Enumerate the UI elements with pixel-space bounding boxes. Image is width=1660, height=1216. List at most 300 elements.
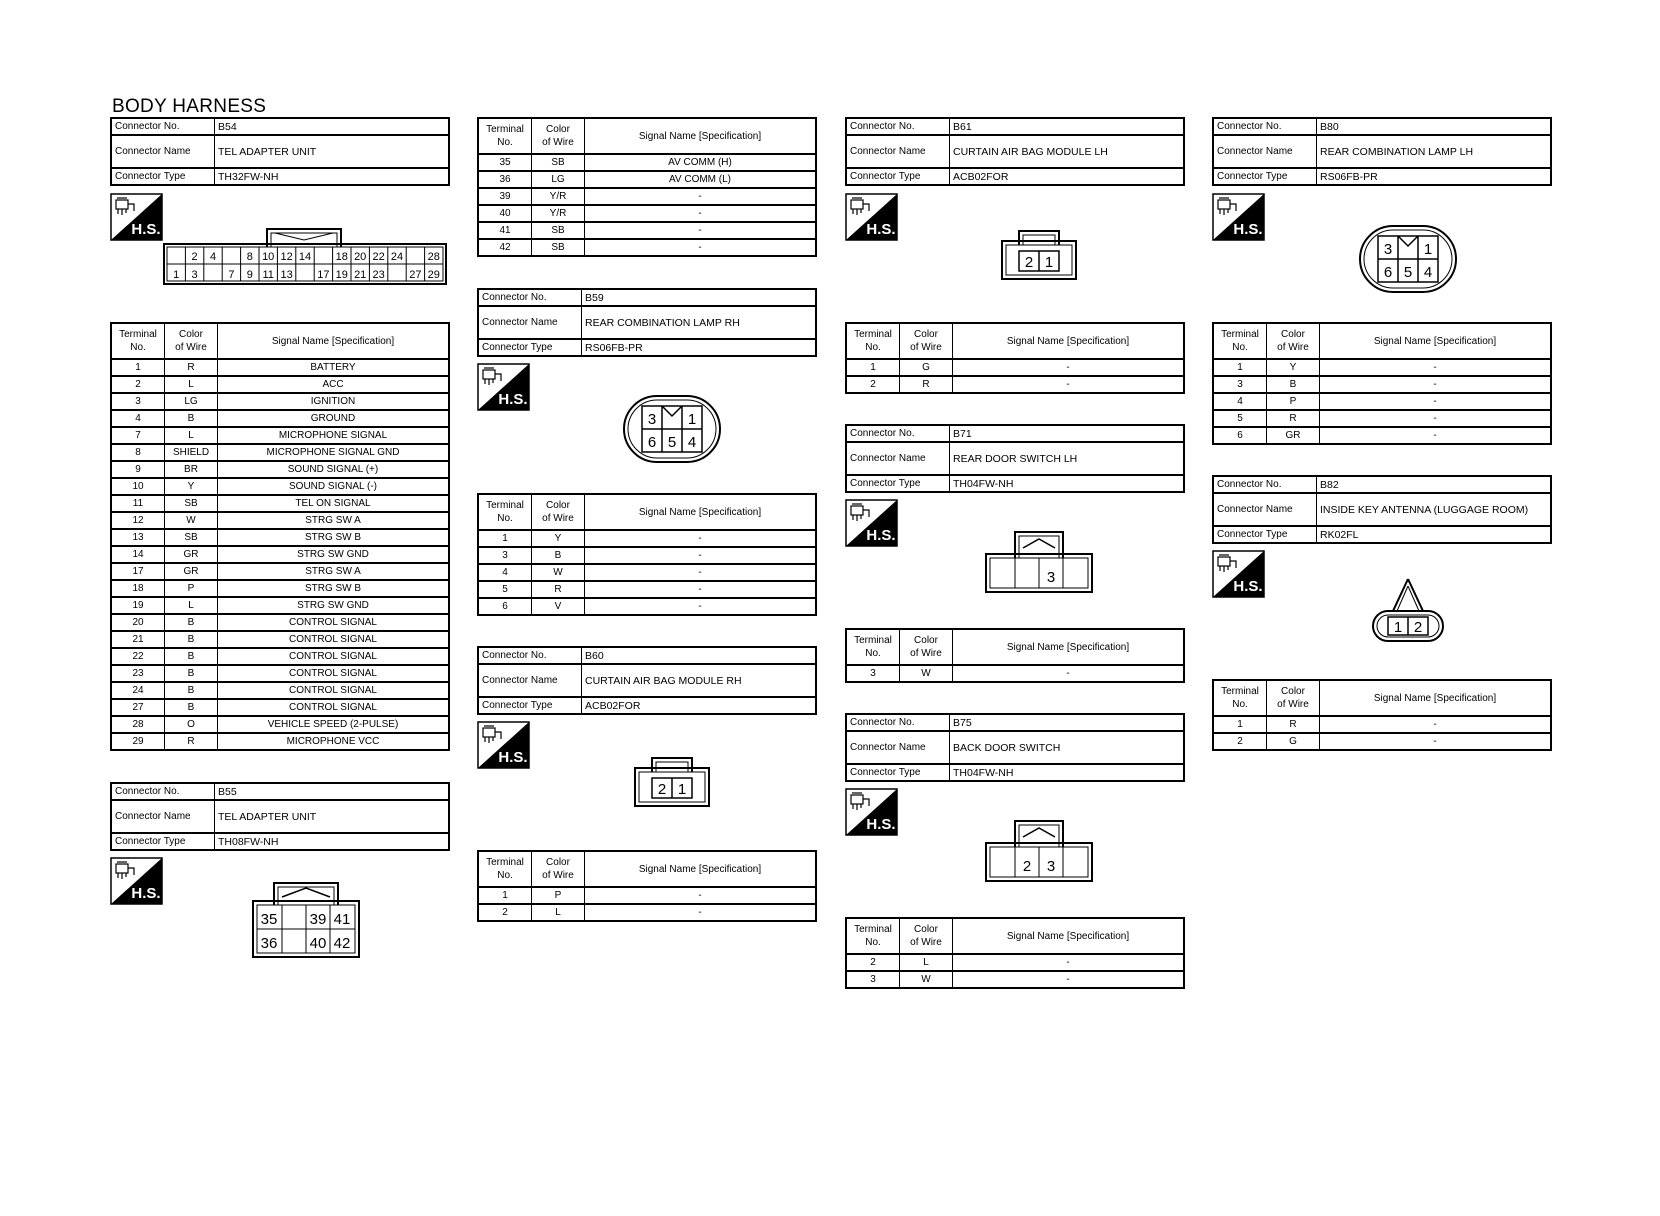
wire-color-cell: R: [1267, 410, 1320, 427]
table-row: [111, 563, 449, 580]
header-line: Color: [546, 500, 570, 511]
connector-type-row: [846, 475, 1184, 492]
terminal-no-cell: 35: [478, 154, 532, 171]
terminal-no-cell: 29: [111, 733, 165, 750]
terminal-table-header: [478, 851, 816, 887]
connector-name-label: Connector Name: [478, 664, 582, 697]
signal-name-header: Signal Name [Specification]: [953, 918, 1185, 954]
wire-color-cell: P: [532, 887, 585, 904]
color-of-wire-header: [532, 118, 585, 154]
terminal-no-cell: 41: [478, 222, 532, 239]
connector-b71-diagram: [985, 530, 1093, 594]
terminal-no-cell: 1: [846, 359, 900, 376]
signal-name-cell: CONTROL SIGNAL: [218, 665, 450, 682]
terminal-no-cell: 1: [478, 887, 532, 904]
connector-no-value: B61: [950, 118, 1185, 135]
pin-label: 10: [262, 251, 275, 263]
hs-label: H.S.: [1233, 578, 1263, 595]
hs-icon: [1212, 550, 1265, 598]
pin-label: 13: [280, 269, 293, 281]
connector-name-row: [111, 135, 449, 168]
connector-type-row: [111, 168, 449, 185]
connector-no-row: [111, 118, 449, 135]
pin-label: 19: [335, 269, 348, 281]
pin-label: 18: [335, 251, 348, 263]
connector-b82-diagram: [1371, 577, 1445, 643]
signal-name-cell: -: [585, 205, 817, 222]
connector-name-value: REAR COMBINATION LAMP RH: [582, 306, 817, 339]
signal-name-cell: STRG SW GND: [218, 546, 450, 563]
table-row: [478, 154, 816, 171]
connector-b54-terminal-table: [110, 322, 450, 751]
pin-label: 3: [1383, 241, 1393, 258]
connector-b71-terminal-table: [845, 628, 1185, 683]
terminal-no-cell: 6: [478, 598, 532, 615]
hs-label: H.S.: [131, 885, 161, 902]
terminal-no-cell: 3: [846, 971, 900, 988]
connector-no-row: [846, 714, 1184, 731]
connector-no-value: B75: [950, 714, 1185, 731]
header-line: Terminal: [486, 124, 524, 135]
connector-no-value: B60: [582, 647, 817, 664]
terminal-table: [477, 493, 817, 616]
terminal-no-header: [478, 118, 532, 154]
terminal-no-cell: 3: [478, 547, 532, 564]
connector-info-table: [110, 117, 450, 186]
table-row: [1213, 410, 1551, 427]
connector-name-value: CURTAIN AIR BAG MODULE RH: [582, 664, 817, 697]
hs-icon: [845, 788, 898, 836]
pin-label: 36: [260, 935, 278, 952]
signal-name-cell: STRG SW A: [218, 563, 450, 580]
signal-name-header: Signal Name [Specification]: [1320, 680, 1552, 716]
connector-b75-info: [845, 713, 1185, 782]
signal-name-cell: -: [953, 665, 1185, 682]
connector-name-value: REAR DOOR SWITCH LH: [950, 442, 1185, 475]
signal-name-cell: CONTROL SIGNAL: [218, 648, 450, 665]
connector-no-label: Connector No.: [846, 425, 950, 442]
terminal-no-cell: 13: [111, 529, 165, 546]
connector-no-row: [478, 647, 816, 664]
header-line: No.: [497, 870, 513, 881]
table-row: [478, 222, 816, 239]
wire-color-cell: LG: [532, 171, 585, 188]
terminal-no-cell: 12: [111, 512, 165, 529]
wire-color-cell: W: [900, 665, 953, 682]
connector-type-row: [478, 339, 816, 356]
connector-name-row: [846, 731, 1184, 764]
connector-info-table: [845, 117, 1185, 186]
signal-name-cell: MICROPHONE SIGNAL GND: [218, 444, 450, 461]
connector-info-table: [110, 782, 450, 851]
connector-info-table: [845, 424, 1185, 493]
wire-color-cell: B: [165, 699, 218, 716]
header-line: of Wire: [910, 648, 942, 659]
color-of-wire-header: [532, 494, 585, 530]
connector-no-row: [1213, 118, 1551, 135]
terminal-no-header: [111, 323, 165, 359]
signal-name-cell: -: [1320, 716, 1552, 733]
connector-no-row: [846, 425, 1184, 442]
table-row: [846, 971, 1184, 988]
connector-no-row: [846, 118, 1184, 135]
terminal-table-header: [846, 323, 1184, 359]
connector-no-row: [478, 289, 816, 306]
terminal-table: [477, 850, 817, 922]
hs-label: H.S.: [866, 816, 896, 833]
connector-b75-diagram: [985, 819, 1093, 883]
connector-no-label: Connector No.: [1213, 118, 1317, 135]
signal-name-cell: VEHICLE SPEED (2-PULSE): [218, 716, 450, 733]
connector-type-value: ACB02FOR: [950, 168, 1185, 185]
connector-b61-terminal-table: [845, 322, 1185, 394]
table-row: [111, 631, 449, 648]
header-line: of Wire: [175, 342, 207, 353]
signal-name-header: Signal Name [Specification]: [218, 323, 450, 359]
hs-label: H.S.: [498, 391, 528, 408]
wire-color-cell: W: [900, 971, 953, 988]
color-of-wire-header: [900, 629, 953, 665]
connector-b55-terminal-table: [477, 117, 817, 257]
connector-type-label: Connector Type: [846, 764, 950, 781]
connector-no-value: B55: [215, 783, 450, 800]
table-row: [478, 171, 816, 188]
connector-name-label: Connector Name: [1213, 135, 1317, 168]
header-line: Terminal: [854, 924, 892, 935]
terminal-no-cell: 1: [1213, 359, 1267, 376]
terminal-no-cell: 18: [111, 580, 165, 597]
header-line: No.: [1232, 342, 1248, 353]
terminal-no-cell: 1: [111, 359, 165, 376]
hs-icon: [477, 721, 530, 769]
header-line: Terminal: [854, 635, 892, 646]
connector-no-label: Connector No.: [111, 783, 215, 800]
signal-name-cell: -: [585, 581, 817, 598]
terminal-no-cell: 5: [1213, 410, 1267, 427]
connector-info-table: [477, 646, 817, 715]
connector-type-label: Connector Type: [1213, 168, 1317, 185]
connector-name-value: CURTAIN AIR BAG MODULE LH: [950, 135, 1185, 168]
header-line: of Wire: [910, 342, 942, 353]
connector-name-row: [1213, 135, 1551, 168]
hs-icon: [477, 363, 530, 411]
connector-name-row: [478, 664, 816, 697]
terminal-table: [845, 917, 1185, 989]
pin-label: 3: [191, 269, 198, 281]
signal-name-cell: AV COMM (L): [585, 171, 817, 188]
table-row: [111, 359, 449, 376]
pin-label: 1: [677, 781, 687, 798]
pin-label: 41: [333, 911, 351, 928]
table-row: [1213, 393, 1551, 410]
terminal-no-header: [846, 918, 900, 954]
header-line: Color: [546, 857, 570, 868]
terminal-no-cell: 28: [111, 716, 165, 733]
table-row: [111, 716, 449, 733]
pin-label: 22: [372, 251, 385, 263]
signal-name-cell: CONTROL SIGNAL: [218, 631, 450, 648]
connector-b59-diagram: [622, 394, 722, 464]
connector-info-table: [1212, 117, 1552, 186]
wire-color-cell: O: [165, 716, 218, 733]
signal-name-cell: MICROPHONE SIGNAL: [218, 427, 450, 444]
table-row: [111, 461, 449, 478]
hs-icon: [110, 857, 163, 905]
pin-label: 3: [647, 411, 657, 428]
table-row: [111, 682, 449, 699]
connector-b55-info: [110, 782, 450, 851]
connector-name-row: [111, 800, 449, 833]
pin-label: 29: [427, 269, 440, 281]
pin-label: 5: [667, 434, 677, 451]
table-row: [846, 954, 1184, 971]
wire-color-cell: Y: [1267, 359, 1320, 376]
header-line: Color: [1281, 686, 1305, 697]
table-row: [111, 393, 449, 410]
header-line: Terminal: [486, 500, 524, 511]
header-line: of Wire: [542, 137, 574, 148]
wire-color-cell: R: [165, 359, 218, 376]
connector-b82-terminal-table: [1212, 679, 1552, 751]
table-row: [111, 529, 449, 546]
signal-name-cell: -: [1320, 427, 1552, 444]
wire-color-cell: SHIELD: [165, 444, 218, 461]
connector-name-label: Connector Name: [846, 731, 950, 764]
wire-color-cell: R: [1267, 716, 1320, 733]
table-row: [478, 887, 816, 904]
connector-type-row: [1213, 526, 1551, 543]
pin-label: 28: [427, 251, 440, 263]
connector-info-table: [1212, 475, 1552, 544]
connector-type-label: Connector Type: [846, 168, 950, 185]
header-line: No.: [497, 513, 513, 524]
connector-type-label: Connector Type: [111, 833, 215, 850]
pin-label: 2: [1413, 619, 1423, 636]
signal-name-cell: -: [1320, 393, 1552, 410]
wire-color-cell: B: [532, 547, 585, 564]
connector-b59-info: [477, 288, 817, 357]
connector-name-row: [478, 306, 816, 339]
connector-name-value: REAR COMBINATION LAMP LH: [1317, 135, 1552, 168]
wire-color-cell: BR: [165, 461, 218, 478]
signal-name-cell: TEL ON SIGNAL: [218, 495, 450, 512]
wire-color-cell: B: [165, 648, 218, 665]
pin-label: 24: [390, 251, 404, 263]
wire-color-cell: L: [165, 427, 218, 444]
table-row: [111, 444, 449, 461]
wire-color-cell: SB: [532, 222, 585, 239]
hs-label: H.S.: [498, 749, 528, 766]
header-line: Terminal: [1221, 329, 1259, 340]
connector-no-label: Connector No.: [478, 647, 582, 664]
signal-name-cell: BATTERY: [218, 359, 450, 376]
color-of-wire-header: [900, 918, 953, 954]
signal-name-header: Signal Name [Specification]: [585, 494, 817, 530]
wire-color-cell: GR: [1267, 427, 1320, 444]
hs-icon: [1212, 193, 1265, 241]
signal-name-header: Signal Name [Specification]: [585, 118, 817, 154]
signal-name-cell: CONTROL SIGNAL: [218, 699, 450, 716]
pin-label: 4: [1423, 264, 1433, 281]
terminal-no-cell: 27: [111, 699, 165, 716]
table-row: [478, 239, 816, 256]
connector-b54-info: [110, 117, 450, 186]
connector-name-value: TEL ADAPTER UNIT: [215, 135, 450, 168]
terminal-no-header: [846, 629, 900, 665]
wire-color-cell: GR: [165, 546, 218, 563]
terminal-no-cell: 2: [846, 376, 900, 393]
terminal-no-cell: 2: [111, 376, 165, 393]
connector-b80-terminal-table: [1212, 322, 1552, 445]
table-row: [478, 188, 816, 205]
wire-color-cell: R: [532, 581, 585, 598]
connector-b59-terminal-table: [477, 493, 817, 616]
hs-label: H.S.: [131, 221, 161, 238]
header-line: Color: [914, 635, 938, 646]
terminal-no-cell: 9: [111, 461, 165, 478]
signal-name-cell: -: [585, 547, 817, 564]
table-row: [111, 648, 449, 665]
connector-b54-diagram: [163, 226, 447, 286]
signal-name-cell: -: [585, 564, 817, 581]
table-row: [111, 410, 449, 427]
signal-name-cell: SOUND SIGNAL (-): [218, 478, 450, 495]
pin-label: 1: [1393, 619, 1403, 636]
header-line: Color: [1281, 329, 1305, 340]
terminal-no-cell: 4: [1213, 393, 1267, 410]
connector-no-label: Connector No.: [846, 714, 950, 731]
connector-type-value: RS06FB-PR: [582, 339, 817, 356]
connector-type-row: [478, 697, 816, 714]
wire-color-cell: GR: [165, 563, 218, 580]
pin-label: 6: [1383, 264, 1393, 281]
connector-b80-diagram: [1358, 224, 1458, 294]
signal-name-cell: -: [585, 887, 817, 904]
pin-label: 9: [246, 269, 253, 281]
connector-name-label: Connector Name: [846, 442, 950, 475]
terminal-no-header: [478, 851, 532, 887]
wire-color-cell: Y/R: [532, 205, 585, 222]
wire-color-cell: R: [900, 376, 953, 393]
header-line: No.: [865, 648, 881, 659]
header-line: Color: [914, 329, 938, 340]
table-row: [478, 598, 816, 615]
pin-label: 6: [647, 434, 657, 451]
connector-b82-info: [1212, 475, 1552, 544]
terminal-table-header: [846, 918, 1184, 954]
header-line: Terminal: [1221, 686, 1259, 697]
signal-name-cell: CONTROL SIGNAL: [218, 682, 450, 699]
table-row: [1213, 359, 1551, 376]
table-row: [478, 530, 816, 547]
signal-name-header: Signal Name [Specification]: [953, 629, 1185, 665]
terminal-no-cell: 11: [111, 495, 165, 512]
wire-color-cell: L: [900, 954, 953, 971]
signal-name-cell: -: [585, 904, 817, 921]
signal-name-cell: STRG SW A: [218, 512, 450, 529]
terminal-table: [845, 322, 1185, 394]
header-line: Terminal: [854, 329, 892, 340]
wire-color-cell: B: [165, 682, 218, 699]
connector-type-label: Connector Type: [478, 697, 582, 714]
connector-name-row: [846, 135, 1184, 168]
connector-name-label: Connector Name: [111, 135, 215, 168]
signal-name-cell: -: [585, 188, 817, 205]
connector-no-label: Connector No.: [478, 289, 582, 306]
page-title: BODY HARNESS: [112, 96, 267, 117]
wire-color-cell: B: [165, 631, 218, 648]
color-of-wire-header: [1267, 680, 1320, 716]
connector-name-label: Connector Name: [1213, 493, 1317, 526]
header-line: No.: [497, 137, 513, 148]
pin-label: 17: [317, 269, 330, 281]
terminal-no-cell: 4: [111, 410, 165, 427]
connector-type-value: ACB02FOR: [582, 697, 817, 714]
wire-color-cell: Y: [532, 530, 585, 547]
header-line: Color: [914, 924, 938, 935]
wire-color-cell: P: [165, 580, 218, 597]
pin-label: 27: [409, 269, 422, 281]
table-row: [478, 581, 816, 598]
table-row: [478, 904, 816, 921]
connector-type-label: Connector Type: [111, 168, 215, 185]
terminal-table: [477, 117, 817, 257]
signal-name-cell: -: [585, 222, 817, 239]
table-row: [111, 597, 449, 614]
terminal-no-cell: 7: [111, 427, 165, 444]
connector-b60-info: [477, 646, 817, 715]
table-row: [846, 376, 1184, 393]
connector-type-row: [1213, 168, 1551, 185]
header-line: of Wire: [1277, 699, 1309, 710]
table-row: [111, 614, 449, 631]
terminal-table: [110, 322, 450, 751]
connector-no-value: B59: [582, 289, 817, 306]
terminal-no-cell: 10: [111, 478, 165, 495]
pin-label: 4: [209, 251, 217, 263]
hs-label: H.S.: [1233, 221, 1263, 238]
pin-label: 4: [687, 434, 697, 451]
connector-type-value: RS06FB-PR: [1317, 168, 1552, 185]
pin-label: 23: [372, 269, 385, 281]
header-line: No.: [1232, 699, 1248, 710]
wire-color-cell: SB: [532, 154, 585, 171]
pin-label: 1: [1423, 241, 1433, 258]
table-row: [111, 478, 449, 495]
table-row: [1213, 716, 1551, 733]
terminal-table: [1212, 322, 1552, 445]
signal-name-cell: -: [953, 376, 1185, 393]
terminal-no-cell: 1: [1213, 716, 1267, 733]
connector-b75-terminal-table: [845, 917, 1185, 989]
signal-name-header: Signal Name [Specification]: [585, 851, 817, 887]
header-line: Color: [179, 329, 203, 340]
connector-no-row: [1213, 476, 1551, 493]
terminal-table: [845, 628, 1185, 683]
pin-label: 20: [354, 251, 367, 263]
signal-name-cell: -: [1320, 359, 1552, 376]
connector-type-value: TH08FW-NH: [215, 833, 450, 850]
connector-b61-diagram: [1001, 229, 1077, 281]
color-of-wire-header: [165, 323, 218, 359]
terminal-table: [1212, 679, 1552, 751]
pin-label: 7: [228, 269, 235, 281]
connector-no-label: Connector No.: [846, 118, 950, 135]
connector-b61-info: [845, 117, 1185, 186]
connector-type-label: Connector Type: [1213, 526, 1317, 543]
hs-icon: [845, 193, 898, 241]
connector-b60-diagram: [634, 756, 710, 808]
